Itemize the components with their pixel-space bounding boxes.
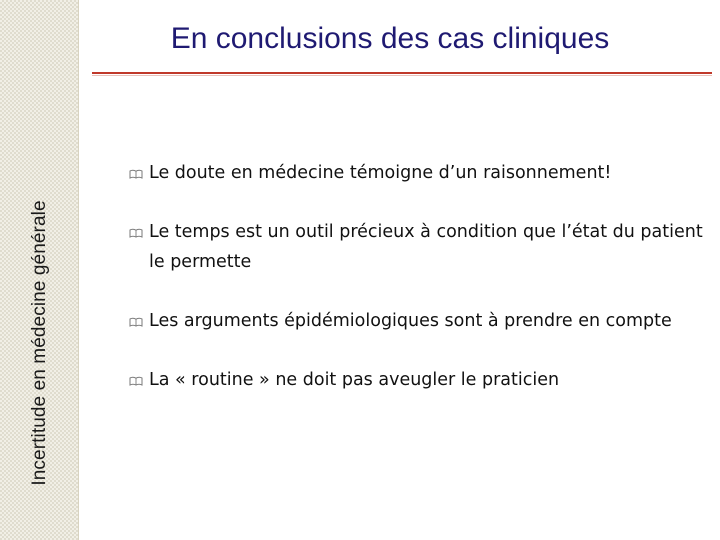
open-book-icon xyxy=(129,317,143,327)
bullet-item xyxy=(128,158,703,188)
bullet-text: La « routine » ne doit pas aveugler le praticien xyxy=(149,370,560,390)
bullet-text: Le temps est un outil précieux à condition que l’état du patient le permette xyxy=(149,222,703,272)
bullet-text: Les arguments épidémiologiques sont à prendre en compte xyxy=(149,311,672,331)
open-book-icon xyxy=(129,169,143,179)
bullet-item xyxy=(128,365,703,395)
open-book-icon xyxy=(129,228,143,238)
bullet-item xyxy=(128,306,703,336)
bullet-list xyxy=(128,158,703,395)
open-book-icon xyxy=(129,376,143,386)
title-underline xyxy=(92,72,712,74)
bullet-item xyxy=(128,217,703,277)
title-underline-shadow xyxy=(92,75,712,76)
bullet-text: Le doute en médecine témoigne d’un raisonnement! xyxy=(149,163,612,183)
sidebar-panel xyxy=(0,0,79,540)
slide-title: En conclusions des cas cliniques xyxy=(170,22,610,55)
sidebar-title: Incertitude en médecine générale xyxy=(29,200,50,486)
